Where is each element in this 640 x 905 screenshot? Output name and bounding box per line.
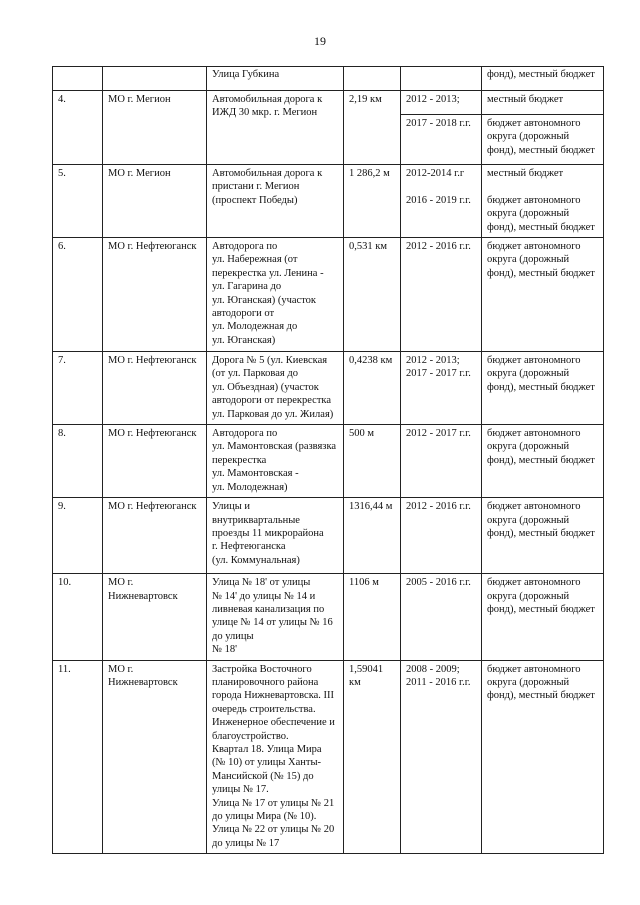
cell-source: местный бюджет бюджет автономного округа (дорожный фонд), местный бюджет <box>482 165 604 238</box>
table-row <box>53 352 604 425</box>
cell-period: 2012-2014 г.г 2016 - 2019 г.г. <box>401 165 482 238</box>
cell-source: бюджет автономного округа (дорожный фонд), местный бюджет <box>482 574 604 660</box>
cell-length: 1,59041 км <box>344 660 401 854</box>
cell-source: бюджет автономного округа (дорожный фонд), местный бюджет <box>482 352 604 425</box>
cell-num: 8. <box>53 425 103 498</box>
cell-length <box>344 67 401 91</box>
cell-num: 10. <box>53 574 103 660</box>
table-row <box>53 425 604 498</box>
cell-object: Улица Губкина <box>207 67 344 91</box>
cell-mo: МО г. Мегион <box>103 91 207 165</box>
cell-object: Улица № 18' от улицы № 14' до улицы № 14 и ливневая канализация по улице № 14 от улицы № 16 до улицы № 18' <box>207 574 344 660</box>
table-row <box>53 660 604 854</box>
cell-object: Автодорога по ул. Мамонтовская (развязка перекрестка ул. Мамонтовская - ул. Молодежная) <box>207 425 344 498</box>
cell-length: 500 м <box>344 425 401 498</box>
table-row <box>53 238 604 352</box>
cell-period <box>401 67 482 91</box>
cell-num: 11. <box>53 660 103 854</box>
cell-source: бюджет автономного округа (дорожный фонд), местный бюджет <box>482 660 604 854</box>
cell-object: Автомобильная дорога к ИЖД 30 мкр. г. Мегион <box>207 91 344 165</box>
table-row <box>53 91 604 115</box>
road-objects-table <box>52 66 604 854</box>
cell-num: 4. <box>53 91 103 165</box>
cell-period: 2012 - 2013; 2017 - 2017 г.г. <box>401 352 482 425</box>
cell-object: Дорога № 5 (ул. Киевская (от ул. Парковая до ул. Объездная) (участок автодороги от перекрестка ул. Парковая до ул. Жилая) <box>207 352 344 425</box>
cell-length: 1316,44 м <box>344 498 401 574</box>
cell-num: 5. <box>53 165 103 238</box>
cell-source: бюджет автономного округа (дорожный фонд), местный бюджет <box>482 238 604 352</box>
cell-num: 6. <box>53 238 103 352</box>
cell-num: 9. <box>53 498 103 574</box>
cell-mo: МО г. Нефтеюганск <box>103 425 207 498</box>
cell-source: бюджет автономного округа (дорожный фонд), местный бюджет <box>482 115 604 165</box>
cell-mo: МО г. Мегион <box>103 165 207 238</box>
cell-source: фонд), местный бюджет <box>482 67 604 91</box>
cell-period: 2017 - 2018 г.г. <box>401 115 482 165</box>
table-row <box>53 67 604 91</box>
cell-period: 2008 - 2009; 2011 - 2016 г.г. <box>401 660 482 854</box>
cell-period: 2012 - 2013; <box>401 91 482 115</box>
cell-period: 2012 - 2017 г.г. <box>401 425 482 498</box>
table-row <box>53 498 604 574</box>
cell-length: 0,4238 км <box>344 352 401 425</box>
table-row <box>53 574 604 660</box>
cell-period: 2012 - 2016 г.г. <box>401 498 482 574</box>
cell-num <box>53 67 103 91</box>
cell-mo: МО г. Нижневартовск <box>103 660 207 854</box>
cell-object: Автомобильная дорога к пристани г. Мегион (проспект Победы) <box>207 165 344 238</box>
cell-mo: МО г. Нефтеюганск <box>103 238 207 352</box>
cell-mo: МО г. Нижневартовск <box>103 574 207 660</box>
table-row <box>53 165 604 238</box>
cell-period: 2012 - 2016 г.г. <box>401 238 482 352</box>
cell-source: бюджет автономного округа (дорожный фонд), местный бюджет <box>482 498 604 574</box>
cell-source: местный бюджет <box>482 91 604 115</box>
cell-length: 0,531 км <box>344 238 401 352</box>
cell-object: Застройка Восточного планировочного района города Нижневартовска. III очередь строительства. Инженерное обеспечение и благоустройство. Квартал 18. Улица Мира (№ 10) от улицы Ханты- Мансийской (№ 15) до улицы № 17. Улица № 17 от улицы № 21 до улицы Мира (№ 10). Улица № 22 от улицы № 20 до улицы № 17 <box>207 660 344 854</box>
cell-source: бюджет автономного округа (дорожный фонд), местный бюджет <box>482 425 604 498</box>
cell-length: 2,19 км <box>344 91 401 165</box>
cell-mo <box>103 67 207 91</box>
cell-length: 1 286,2 м <box>344 165 401 238</box>
cell-period: 2005 - 2016 г.г. <box>401 574 482 660</box>
page-number: 19 <box>314 34 326 48</box>
cell-num: 7. <box>53 352 103 425</box>
cell-length: 1106 м <box>344 574 401 660</box>
cell-mo: МО г. Нефтеюганск <box>103 498 207 574</box>
cell-mo: МО г. Нефтеюганск <box>103 352 207 425</box>
cell-object: Улицы и внутриквартальные проезды 11 микрорайона г. Нефтеюганска (ул. Коммунальная) <box>207 498 344 574</box>
cell-object: Автодорога по ул. Набережная (от перекрестка ул. Ленина - ул. Гагарина до ул. Юганская) (участок автодороги от ул. Молодежная до ул. Юганская) <box>207 238 344 352</box>
